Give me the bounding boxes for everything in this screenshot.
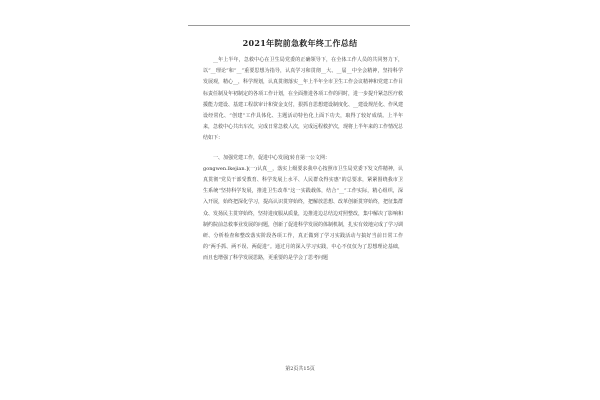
section-heading: 一、加强党建工作，促进中心发展[转自第一公文网： [213, 154, 330, 161]
header-rule [188, 25, 410, 26]
paragraph-intro: __年上半年，急救中心在卫生局党委的正确领导下，在全体工作人员的共同努力下，以“__理论”和“__”重要思想为指导，认真学习和贯彻__大、__届__中全会精神，坚持科学发展观，精心__，科学规划，认真贯彻落实__年上半年全市卫生工作会议精神和党建工作目标责任制及年初制定的各项工作计划，在全面推进各项工作的同时，进一步提升紧急医疗救援能力建设、基建工程款审计和资金支付，狠抓自思想建设制度化、__建设规范化、作风建设经常化、“创建”工作具体化、主题活动特色化上面下功夫，取得了较好成绩。上半年来，急救中心共出车次，完成日常急救人次，完成远程救护次，现将上半年来的工作情况总结如下： [203, 57, 404, 142]
document-body [203, 55, 403, 265]
page-footer: 第2页共15页 [285, 366, 315, 372]
paragraph-section-1: gongwen.lkejian.](一)认真__，落实上级要求我中心按照市卫生局党委下发文件精神，认真贯彻“党员干部受教育、科学发展上水平、人民群众得实惠”的总要求，紧紧围绕我市卫生系统“坚持科学发展，推进卫生改革”这一实践载体，结合“__”工作实际，精心组织，深入开展，始终把深化学习，提高认识贯穿始终，把解放思想、改革创新贯穿始终，把征集群众、发扬民主贯穿始终，坚持进度服从质量，边推进边总结边对照整改，集中解决了影响和制约院前急救事业发展的问题，创新了促进科学发展的体制机制，扎实有效地完成了学习调研、分析检查和整改落实阶段各项工作，真正做到了学习实践活动与搞好当前日常工作的“两手抓、两不误、两促进”。通过月的深入学习实践，中心不仅仅为了思想理论基础，而且也增强了科学发展思路，更重要的是学会了思考问题 [203, 165, 404, 262]
page-title: 2021年院前急救年终工作总结 [242, 38, 358, 48]
